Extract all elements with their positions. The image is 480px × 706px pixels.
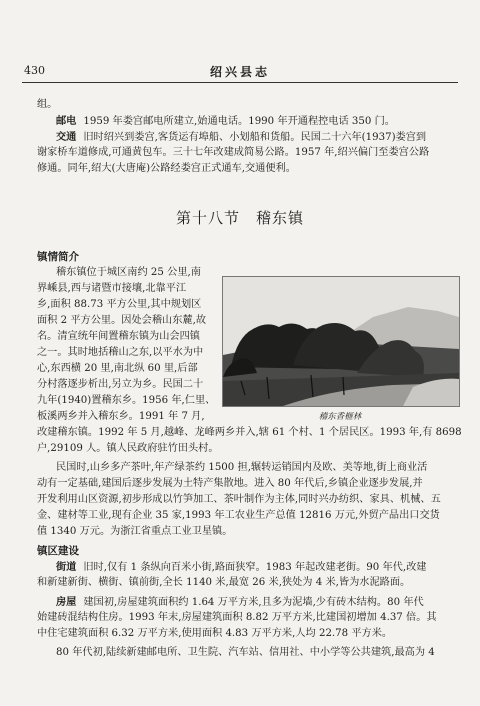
overview-line-6: 心,东西横 20 里,南北纵 60 里,后部 <box>37 363 198 374</box>
overview-full-line-3: 动有一定基础,建国后逐步发展为土特产集散地。进入 80 年代后,乡镇企业逐步发展,并 <box>37 478 423 489</box>
post-paragraph <box>56 113 395 130</box>
house-line-3: 中住宅建筑面积 6.32 万平方米,使用面积 4.83 万平方米,人均 22.78 平方米。 <box>37 628 393 639</box>
street-paragraph <box>56 559 426 576</box>
street-label: 街道 <box>56 561 77 573</box>
overview-line-3: 面积 2 平方公里。因处会稽山东麓,故 <box>37 315 207 326</box>
street-line-1: 旧时,仅有 1 条纵向百米小街,路面狭窄。1983 年起改建老街。90 年代,改建 <box>83 562 427 573</box>
house-paragraph <box>56 594 424 611</box>
overview-full-line-6: 值 1340 万元。为浙江省重点工业卫星镇。 <box>37 526 233 537</box>
overview-full-line-1: 户,29109 人。镇人民政府驻竹田头村。 <box>37 443 219 454</box>
overview-full-line-0: 改建稽东镇。1992 年 5 月,越峰、龙峰两乡并入,辖 61 个村、1 个居民区。1993 年,有 8698 <box>37 427 462 438</box>
overview-line-2: 乡,面积 88.73 平方公里,其中规划区 <box>37 299 202 310</box>
overview-heading: 镇情简介 <box>37 251 79 263</box>
overview-line-5: 之一。其时地括稽山之东,以平水为中 <box>37 347 204 358</box>
continued-line: 组。 <box>37 99 58 110</box>
house-label: 房屋 <box>56 596 77 608</box>
overview-full-line-5: 金、建材等工业,现有企业 35 家,1993 年工农业生产总值 12816 万元,外贸产品出口交货 <box>37 510 440 521</box>
overview-line-0: 稽东镇位于城区南约 25 公里,南 <box>56 267 201 278</box>
traffic-line-2: 谢家桥车道修成,可通黄包车。三十七年改建成简易公路。1957 年,绍兴偏门至娄宫公路 <box>37 147 430 158</box>
header-rule <box>22 82 458 83</box>
section-title: 第十八节 稽东镇 <box>175 209 304 227</box>
public-buildings-line: 80 年代初,陆续新建邮电所、卫生院、汽车站、信用社、中小学等公共建筑,最高为 4 <box>56 647 435 658</box>
overview-line-1: 界嵊县,西与诸暨市接壤,北靠平江 <box>37 283 187 294</box>
photo-caption: 稽东香榧林 <box>318 412 362 422</box>
page-number: 430 <box>24 64 45 77</box>
overview-full-line-2: 民国时,山乡多产茶叶,年产绿茶约 1500 担,辗转运销国内及欧、美等地,街上商业活 <box>56 462 428 473</box>
traffic-paragraph <box>56 129 426 146</box>
street-line-2: 和新建新街、横街、镇前街,全长 1140 米,最宽 26 米,狭处为 4 米,皆为水泥路面。 <box>37 577 411 588</box>
book-title: 绍兴县志 <box>209 65 270 79</box>
construction-heading: 镇区建设 <box>37 545 79 557</box>
traffic-label: 交通 <box>56 131 77 143</box>
house-line-2: 始建砖混结构住房。1993 年末,房屋建筑面积 8.82 万平方米,比建国初增加 4.37 倍。其 <box>37 612 437 623</box>
overview-line-4: 名。清宣统年间置稽东镇为山会四镇 <box>37 331 200 342</box>
overview-full-line-4: 开发利用山区资源,初步形成以竹笋加工、茶叶制作为主体,同时兴办纺织、家具、机械、五 <box>37 494 441 505</box>
post-text: 1959 年娄宫邮电所建立,始通电话。1990 年开通程控电话 350 门。 <box>83 116 395 127</box>
house-line-1: 建国初,房屋建筑面积约 1.64 万平方米,且多为泥墙,少有砖木结构。80 年代 <box>83 597 424 608</box>
overview-line-9: 板溪两乡并入稽东乡。1991 年 7 月, <box>37 411 205 422</box>
overview-line-7: 分村落逐步析出,另立为乡。民国二十 <box>37 379 204 390</box>
post-label: 邮电 <box>56 115 77 127</box>
traffic-line-1: 旧时绍兴到娄宫,客货运有埠船、小划船和货船。民国二十六年(1937)娄宫到 <box>83 132 427 143</box>
overview-line-8: 九年(1940)置稽东乡。1956 年,仁里、 <box>37 395 216 406</box>
torreya-forest-photo <box>222 276 460 407</box>
traffic-line-3: 修通。同年,绍大(大唐庵)公路经娄宫正式通车,交通便利。 <box>37 163 296 174</box>
